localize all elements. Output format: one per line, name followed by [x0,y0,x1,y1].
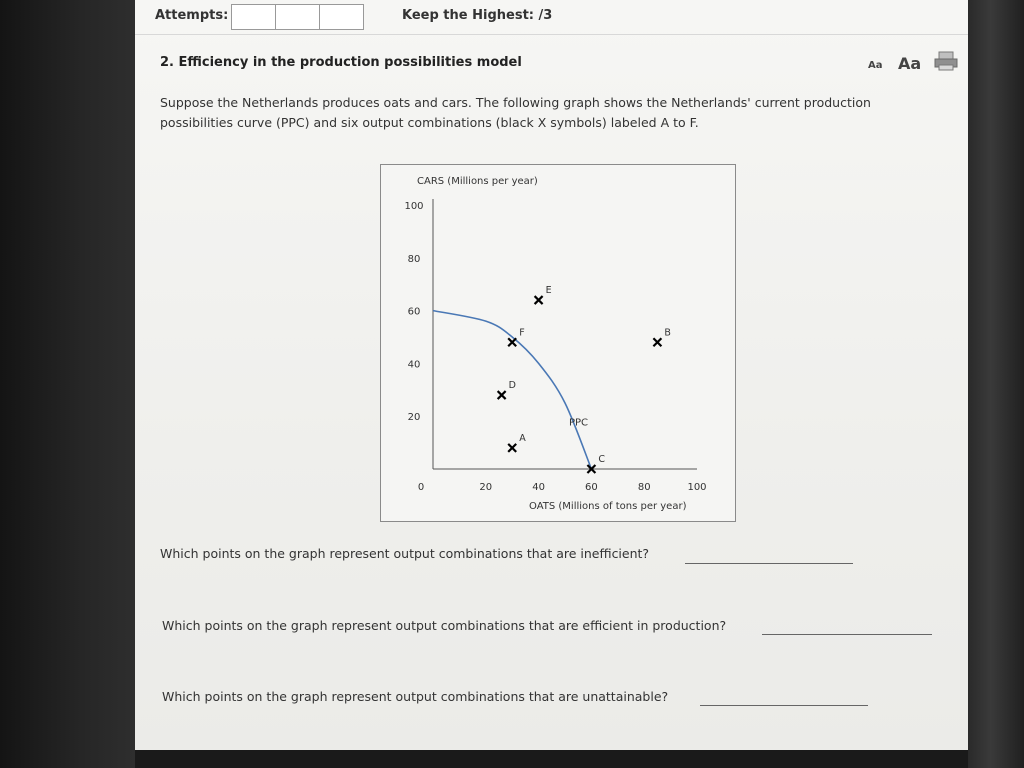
point-b-label: B [664,327,671,339]
point-d-label: D [508,380,516,392]
answer-unattainable-field[interactable] [700,705,868,706]
attempt-boxes [232,4,364,30]
y-tick-label: 40 [407,359,421,371]
monitor-bezel-right [968,0,1024,768]
decrease-font-button[interactable]: Aa [868,60,883,71]
x-tick-label: 100 [687,482,707,493]
x-tick-label: 20 [479,482,493,493]
ppc-label: PPC [568,417,589,429]
point-e-marker [535,296,543,304]
ppc-chart [380,164,736,522]
ppc-chart-svg [381,165,735,521]
answer-efficient-field[interactable] [762,634,932,635]
attempt-box [275,4,320,30]
question-inefficient: Which points on the graph represent output combinations that are inefficient? [160,546,650,561]
x-tick-label: 40 [532,482,545,493]
attempts-label: Attempts: [155,8,229,23]
answer-inefficient-field[interactable] [685,563,853,564]
point-f-marker [508,338,516,346]
x-tick-label: 80 [637,482,651,493]
increase-font-button[interactable]: Aa [898,54,922,73]
attempt-box [231,4,276,30]
x-tick-label: 60 [585,482,598,493]
point-c-label: C [598,454,606,465]
point-b-marker [653,338,661,346]
question-efficient: Which points on the graph represent output combinations that are efficient in production? [162,618,727,633]
point-a-label: A [519,432,526,444]
print-icon[interactable] [934,51,958,71]
y-tick-label: 100 [404,201,424,212]
keep-highest-value: /3 [538,8,553,23]
y-tick-label: 60 [407,306,421,318]
header-divider [135,34,968,35]
question-unattainable: Which points on the graph represent output combinations that are unattainable? [162,689,669,704]
point-a-marker [508,444,516,452]
point-d-marker [498,391,506,399]
x-axis-title: OATS (Millions of tons per year) [529,501,687,512]
x-tick-label: 0 [417,482,425,493]
point-e-label: E [545,285,552,297]
y-tick-label: 80 [407,253,421,265]
question-title: 2. Efficiency in the production possibilities model [160,55,522,70]
monitor-bezel-left [0,0,135,768]
monitor-bezel-bottom [135,750,968,768]
keep-highest-label [402,8,552,23]
y-tick-label: 20 [407,412,421,424]
question-intro: Suppose the Netherlands produces oats and cars. The following graph shows the Netherlands' current production possibilities curve (PPC) and six output combinations (black X symbols) labeled A to F. [160,95,871,130]
y-axis-title: CARS (Millions per year) [417,176,538,187]
keep-highest-text: Keep the Highest: [402,8,534,23]
attempt-box [319,4,364,30]
assignment-page [135,0,968,750]
point-f-label: F [519,327,525,339]
